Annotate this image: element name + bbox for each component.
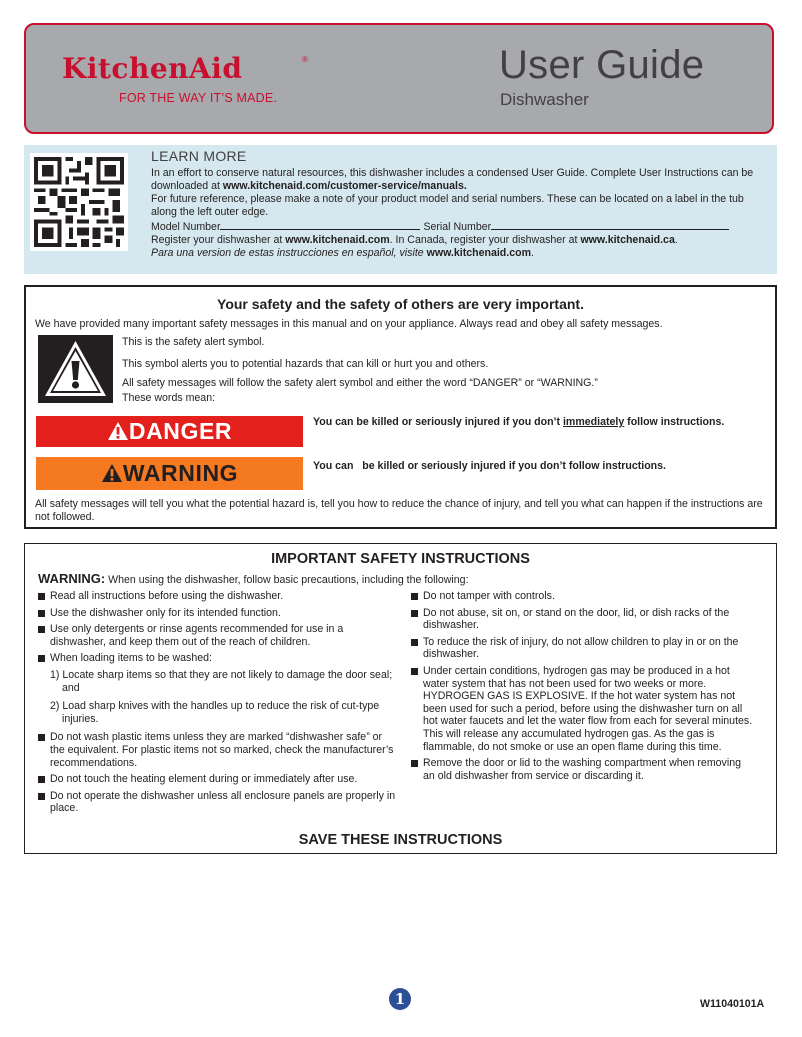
save-instructions-heading: SAVE THESE INSTRUCTIONS bbox=[298, 832, 503, 848]
brand-registered-mark: ® bbox=[302, 55, 308, 64]
instructions-right-column bbox=[409, 590, 755, 786]
symbol-line-1: This is the safety alert symbol. bbox=[122, 336, 265, 348]
spanish-link[interactable]: www.kitchenaid.com bbox=[426, 247, 531, 259]
list-item: Use only detergents or rinse agents recommended for use in a dishwasher, and keep them out of the reach of children. bbox=[36, 623, 396, 648]
page-number-badge: 1 bbox=[389, 988, 411, 1010]
download-text: In an effort to conserve natural resources, this dishwasher includes a condensed User Guide. Complete User Instructions can be downloaded at bbox=[151, 167, 754, 192]
list-subitem: 1) Locate sharp items so that they are not likely to damage the door seal; and bbox=[50, 668, 393, 694]
qr-code-icon bbox=[30, 153, 128, 251]
manuals-link[interactable]: www.kitchenaid.com/customer-service/manuals. bbox=[222, 180, 467, 192]
list-item: When loading items to be washed: bbox=[36, 652, 396, 665]
register-text-canada: . In Canada, register your dishwasher at bbox=[389, 234, 581, 246]
important-warning-word: WARNING: bbox=[38, 571, 106, 586]
register-paragraph bbox=[151, 234, 761, 247]
learn-more-paragraph bbox=[151, 167, 761, 193]
danger-text-emphasis: immediately bbox=[562, 416, 625, 428]
spanish-text: Para una version de estas instrucciones en español, visite bbox=[151, 247, 427, 259]
list-item: Use the dishwasher only for its intended function. bbox=[36, 607, 396, 620]
safety-title: Your safety and the safety of others are very important. bbox=[217, 296, 584, 312]
page-title: User Guide bbox=[499, 43, 705, 87]
warning-alert-icon bbox=[101, 463, 123, 483]
list-item: Do not tamper with controls. bbox=[409, 590, 755, 603]
serial-number-blank bbox=[491, 219, 729, 230]
danger-text-end: follow instructions. bbox=[624, 416, 725, 428]
list-item: Do not abuse, sit on, or stand on the door, lid, or dish racks of the dishwasher. bbox=[409, 607, 755, 632]
important-warning-text: When using the dishwasher, follow basic precautions, including the following: bbox=[105, 574, 469, 586]
danger-text-start: You can be killed or seriously injured if you don’t bbox=[313, 416, 563, 428]
safety-alert-icon bbox=[38, 335, 113, 403]
reference-paragraph: For future reference, please make a note of your product model and serial numbers. These can be located on a label in the tub along the left outer edge. bbox=[151, 193, 744, 218]
symbol-line-3: All safety messages will follow the safety alert symbol and either the word “DANGER” or “WARNING.” bbox=[122, 377, 598, 389]
model-number-blank bbox=[220, 219, 420, 230]
model-number-label: Model Number bbox=[151, 221, 221, 233]
serial-number-label: Serial Number bbox=[423, 221, 492, 233]
list-item: To reduce the risk of injury, do not allow children to play in or on the dishwasher. bbox=[409, 636, 755, 661]
register-link-us[interactable]: www.kitchenaid.com bbox=[285, 234, 390, 246]
list-item: Do not operate the dishwasher unless all enclosure panels are properly in place. bbox=[36, 790, 396, 815]
brand-tagline: FOR THE WAY IT’S MADE. bbox=[119, 91, 278, 105]
danger-description bbox=[313, 416, 724, 428]
safety-intro: We have provided many important safety messages in this manual and on your appliance. Always read and obey all safety messages. bbox=[35, 318, 663, 330]
important-warning-line bbox=[38, 571, 469, 586]
safety-footer-text: All safety messages will tell you what the potential hazard is, tell you how to reduce the chance of injury, and tell you what can happen if the instructions are not followed. bbox=[35, 498, 763, 523]
header-banner bbox=[24, 23, 774, 134]
instructions-left-column bbox=[36, 590, 396, 819]
learn-more-heading: LEARN MORE bbox=[151, 148, 247, 164]
danger-alert-icon bbox=[107, 421, 129, 441]
page-subtitle: Dishwasher bbox=[500, 90, 589, 109]
danger-word: DANGER bbox=[128, 418, 233, 444]
symbol-line-4: These words mean: bbox=[122, 392, 216, 404]
important-safety-box bbox=[24, 543, 777, 854]
list-subitem: 2) Load sharp knives with the handles up to reduce the risk of cut-type injuries. bbox=[50, 700, 380, 725]
symbol-line-2: This symbol alerts you to potential hazards that can kill or hurt you and others. bbox=[122, 358, 489, 370]
learn-more-text bbox=[151, 150, 761, 260]
list-item: Read all instructions before using the dishwasher. bbox=[36, 590, 396, 603]
learn-more-panel bbox=[24, 145, 777, 274]
list-item: Do not wash plastic items unless they are marked “dishwasher safe” or the equivalent. For plastic items not so marked, check the manufacturer’s recommendations. bbox=[36, 731, 396, 769]
model-serial-line bbox=[151, 219, 761, 234]
warning-description: You can be killed or seriously injured if you don’t follow instructions. bbox=[313, 460, 666, 472]
list-item: Remove the door or lid to the washing compartment when removing an old dishwasher from service or discarding it. bbox=[409, 757, 755, 782]
spanish-period: . bbox=[530, 247, 534, 259]
warning-word: WARNING bbox=[122, 460, 239, 486]
list-item: Under certain conditions, hydrogen gas may be produced in a hot water system that has not been used for two weeks or more. HYDROGEN GAS IS EXPLOSIVE. If the hot water system has not been used for such a period, before using the dishwasher turn on all hot water faucets and let the water flow from each for several minutes. This will release any accumulated hydrogen gas. As the gas is flammable, do not smoke or use an open flame during this time. bbox=[409, 665, 755, 753]
list-item: Do not touch the heating element during or immediately after use. bbox=[36, 773, 396, 786]
document-code: W11040101A bbox=[700, 998, 765, 1010]
important-safety-title: IMPORTANT SAFETY INSTRUCTIONS bbox=[271, 551, 530, 567]
register-text: Register your dishwasher at bbox=[151, 234, 286, 246]
spanish-paragraph bbox=[151, 247, 761, 260]
warning-signal-label bbox=[36, 457, 303, 490]
danger-signal-label bbox=[36, 416, 303, 447]
register-period: . bbox=[674, 234, 678, 246]
safety-message-box bbox=[24, 285, 777, 529]
brand-logo: KitchenAid bbox=[62, 52, 243, 85]
register-link-ca[interactable]: www.kitchenaid.ca bbox=[580, 234, 675, 246]
